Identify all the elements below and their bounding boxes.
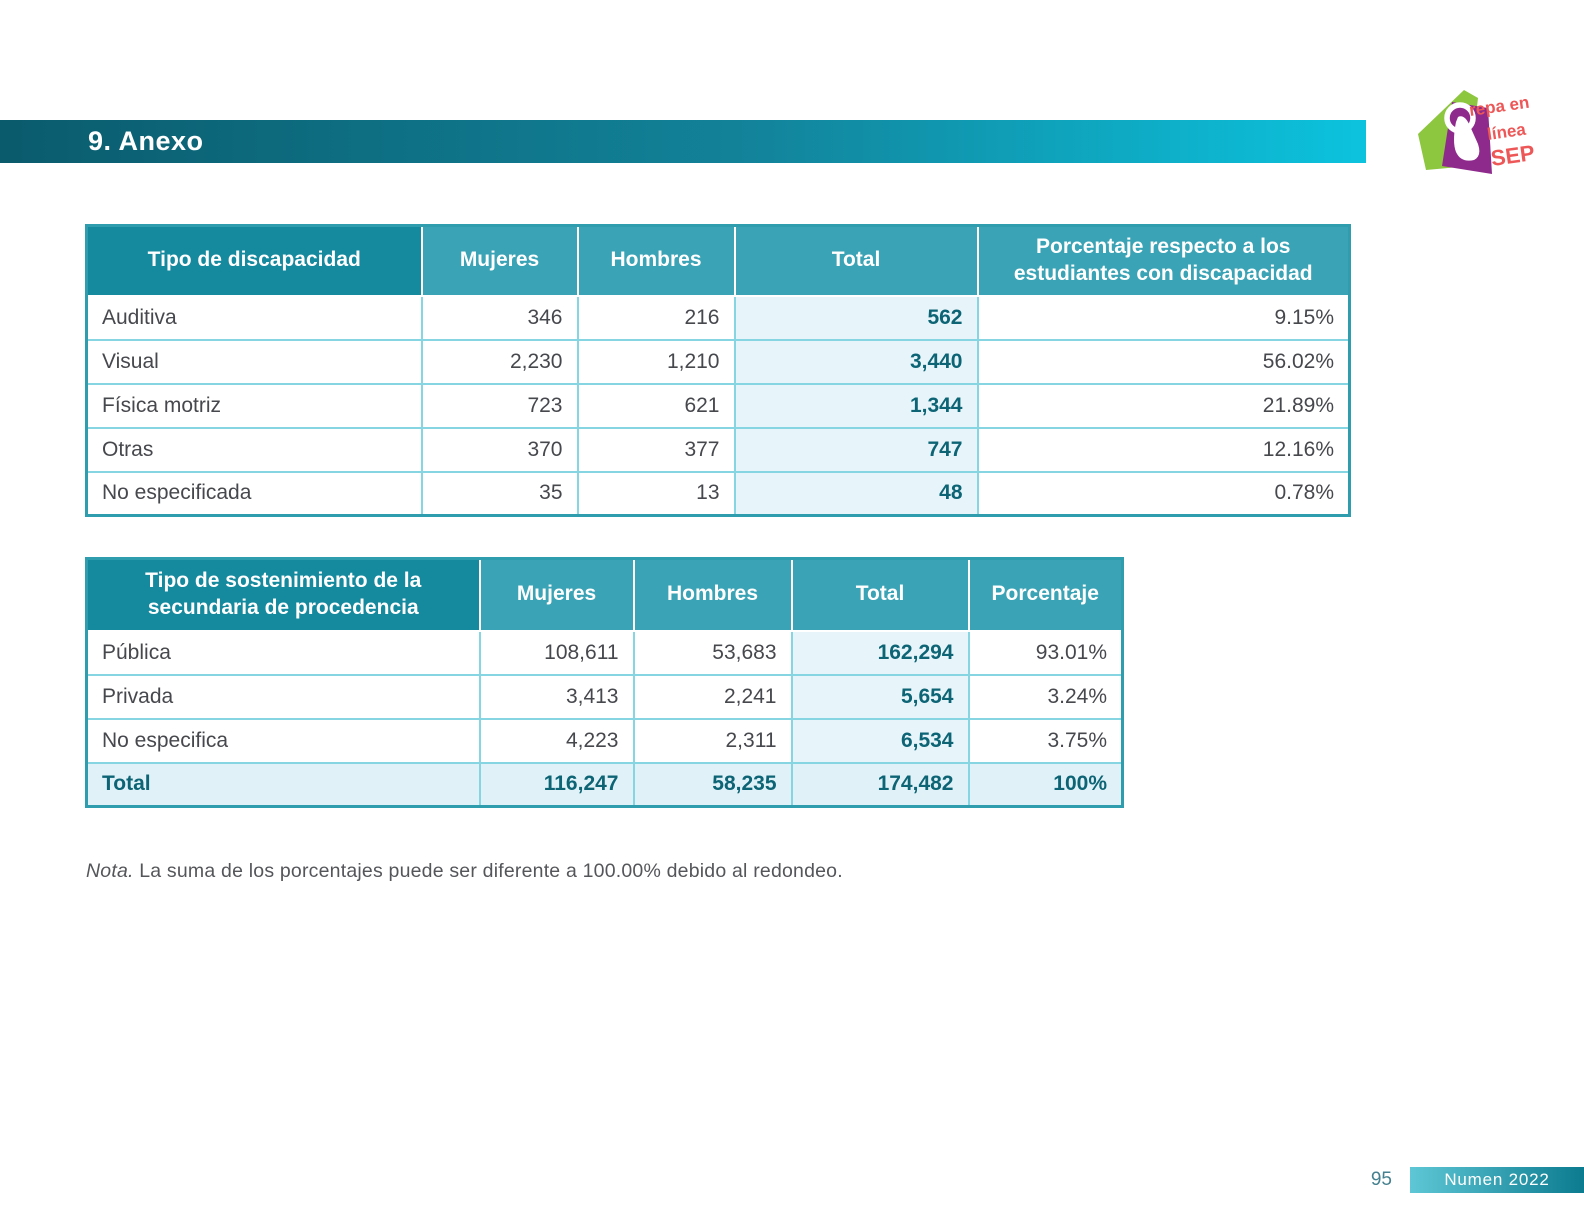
row-label: Otras [87, 428, 422, 472]
footer-badge-label: Numen 2022 [1444, 1170, 1550, 1189]
table-row [87, 428, 1350, 472]
table-row [87, 384, 1350, 428]
cell-hombres: 1,210 [578, 340, 735, 384]
cell-porcentaje: 0.78% [978, 472, 1350, 516]
cell-porcentaje: 93.01% [969, 631, 1123, 675]
cell-porcentaje: 21.89% [978, 384, 1350, 428]
col-header-hombres: Hombres [578, 226, 735, 296]
cell-mujeres: 346 [422, 296, 578, 340]
cell-total: 562 [735, 296, 978, 340]
table-row [87, 340, 1350, 384]
cell-hombres: 58,235 [634, 763, 792, 807]
cell-porcentaje: 56.02% [978, 340, 1350, 384]
cell-mujeres: 108,611 [480, 631, 634, 675]
footnote-text: La suma de los porcentajes puede ser diferente a 100.00% debido al redondeo. [133, 859, 843, 882]
row-label: No especificada [87, 472, 422, 516]
cell-total: 6,534 [792, 719, 969, 763]
table-row [87, 675, 1123, 719]
table-row [87, 296, 1350, 340]
disability-table [85, 224, 1351, 517]
cell-mujeres: 35 [422, 472, 578, 516]
cell-hombres: 216 [578, 296, 735, 340]
cell-hombres: 377 [578, 428, 735, 472]
col-header-mujeres: Mujeres [480, 559, 634, 631]
col-header-tipo-sostenimiento: Tipo de sostenimiento de la secundaria de procedencia [87, 559, 480, 631]
col-header-total: Total [792, 559, 969, 631]
logo-graphic [1408, 82, 1538, 180]
cell-porcentaje: 12.16% [978, 428, 1350, 472]
cell-total: 5,654 [792, 675, 969, 719]
col-header-porcentaje: Porcentaje [969, 559, 1123, 631]
col-header-mujeres: Mujeres [422, 226, 578, 296]
cell-total: 174,482 [792, 763, 969, 807]
cell-mujeres: 2,230 [422, 340, 578, 384]
cell-total: 162,294 [792, 631, 969, 675]
table-row [87, 631, 1123, 675]
cell-mujeres: 4,223 [480, 719, 634, 763]
footer-badge [1410, 1167, 1584, 1193]
total-row-label: Total [87, 763, 480, 807]
logo-text-line2: línea [1485, 119, 1527, 144]
cell-hombres: 13 [578, 472, 735, 516]
disability-table-header-row [87, 226, 1350, 296]
logo-text-line1: repa en [1467, 92, 1531, 120]
col-header-tipo-discapacidad: Tipo de discapacidad [87, 226, 422, 296]
row-label: Privada [87, 675, 480, 719]
section-title: 9. Anexo [88, 126, 204, 156]
cell-porcentaje: 3.24% [969, 675, 1123, 719]
school-type-table [85, 557, 1124, 808]
cell-mujeres: 370 [422, 428, 578, 472]
cell-hombres: 2,241 [634, 675, 792, 719]
cell-mujeres: 116,247 [480, 763, 634, 807]
cell-hombres: 2,311 [634, 719, 792, 763]
row-label: Física motriz [87, 384, 422, 428]
cell-mujeres: 3,413 [480, 675, 634, 719]
cell-hombres: 621 [578, 384, 735, 428]
table-row [87, 472, 1350, 516]
col-header-porcentaje: Porcentaje respecto a los estudiantes con discapacidad [978, 226, 1350, 296]
cell-total: 3,440 [735, 340, 978, 384]
footnote-prefix: Nota. [86, 859, 134, 882]
cell-total: 48 [735, 472, 978, 516]
cell-mujeres: 723 [422, 384, 578, 428]
page-number: 95 [1370, 1169, 1392, 1190]
cell-hombres: 53,683 [634, 631, 792, 675]
cell-total: 1,344 [735, 384, 978, 428]
footnote [86, 860, 843, 883]
row-label: Auditiva [87, 296, 422, 340]
section-title-bar [0, 120, 1366, 163]
row-label: No especifica [87, 719, 480, 763]
logo-text-line3: SEP [1489, 140, 1537, 171]
cell-porcentaje: 3.75% [969, 719, 1123, 763]
row-label: Visual [87, 340, 422, 384]
prepa-en-linea-sep-logo [1408, 82, 1538, 182]
school-type-table-header-row [87, 559, 1123, 631]
cell-total: 747 [735, 428, 978, 472]
cell-porcentaje: 100% [969, 763, 1123, 807]
row-label: Pública [87, 631, 480, 675]
col-header-total: Total [735, 226, 978, 296]
cell-porcentaje: 9.15% [978, 296, 1350, 340]
table-row [87, 719, 1123, 763]
table-total-row [87, 763, 1123, 807]
col-header-hombres: Hombres [634, 559, 792, 631]
